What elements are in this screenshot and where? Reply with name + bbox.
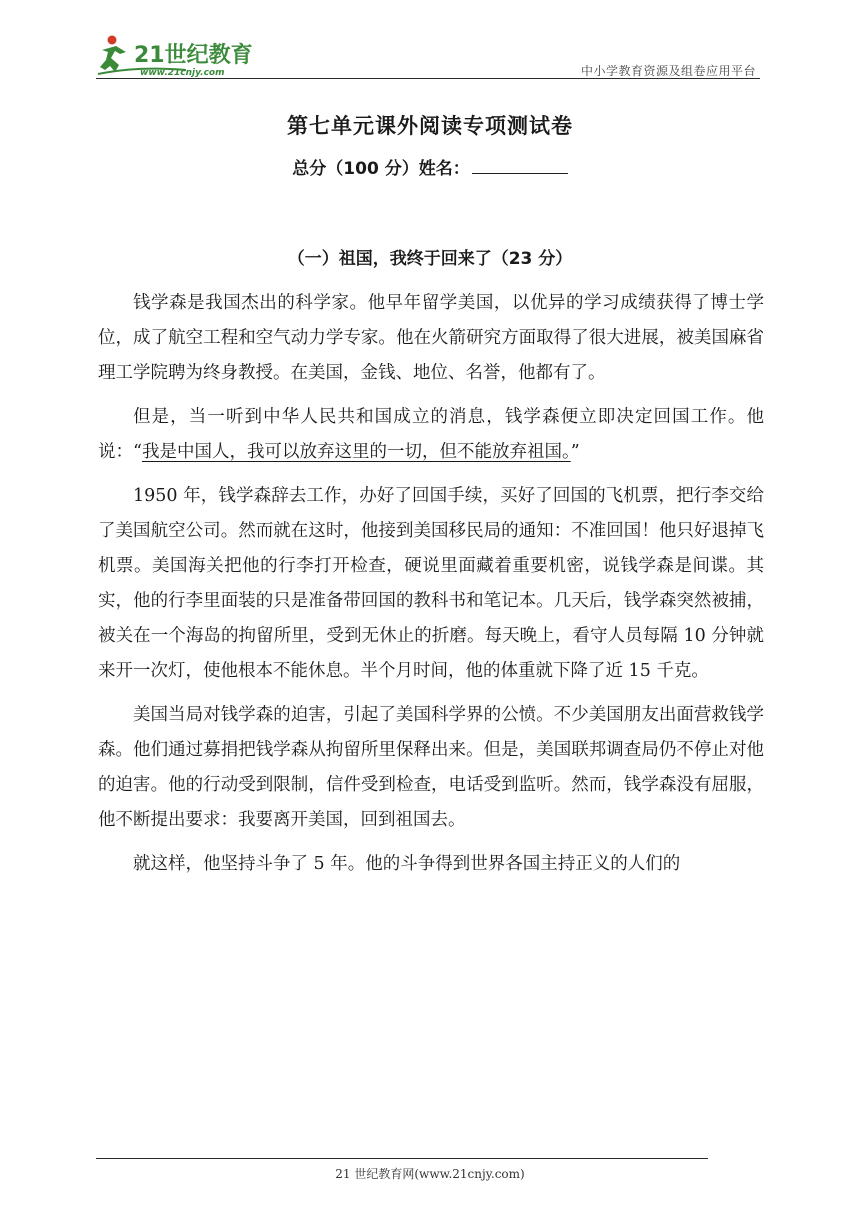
section-title: （一）祖国，我终于回来了（23 分） xyxy=(287,249,573,269)
name-blank-line[interactable] xyxy=(472,157,568,174)
underlined-quote: 我是中国人，我可以放弃这里的一切，但不能放弃祖国。 xyxy=(141,442,571,462)
page-title: 第七单元课外阅读专项测试卷 xyxy=(287,114,573,138)
header-divider xyxy=(96,78,760,79)
paragraph-2-after: ” xyxy=(570,442,580,462)
paragraph-2 xyxy=(98,400,764,470)
paragraph-5: 就这样，他坚持斗争了 5 年。他的斗争得到世界各国主持正义的人们的 xyxy=(133,854,681,874)
logo-url: www.21cnjy.com xyxy=(140,68,225,78)
running-figure-logo-icon xyxy=(96,32,271,78)
score-text: 总分（100 分）姓名： xyxy=(292,159,470,179)
paragraph-1: 钱学森是我国杰出的科学家。他早年留学美国，以优异的学习成绩获得了博士学位，成了航空工程和空气动力学专家。他在火箭研究方面取得了很大进展，被美国麻省理工学院聘为终身教授。在美国，金钱、地位、名誉，他都有了。 xyxy=(98,293,764,383)
article-body xyxy=(98,286,764,882)
paragraph-2-before: 但是，当一听到中华人民共和国成立的消息，钱学森便立即决定回国工作。他说：“ xyxy=(98,407,764,462)
paragraph-4: 美国当局对钱学森的迫害，引起了美国科学界的公愤。不少美国朋友出面营救钱学森。他们通过募捐把钱学森从拘留所里保释出来。但是，美国联邦调查局仍不停止对他的迫害。他的行动受到限制，信件受到检查，电话受到监听。然而，钱学森没有屈服，他不断提出要求：我要离开美国，回到祖国去。 xyxy=(98,705,764,830)
logo-text: 21世纪教育 xyxy=(134,43,253,68)
page-footer: 21 世纪教育网(www.21cnjy.com) xyxy=(335,1167,525,1181)
score-line xyxy=(0,154,860,179)
paragraph-3: 1950 年，钱学森辞去工作，办好了回国手续，买好了回国的飞机票，把行李交给了美国航空公司。然而就在这时，他接到美国移民局的通知：不准回国！他只好退掉飞机票。美国海关把他的行李打开检查，硬说里面藏着重要机密，说钱学森是间谍。其实，他的行李里面装的只是准备带回国的教科书和笔记本。几天后，钱学森突然被捕，被关在一个海岛的拘留所里，受到无休止的折磨。每天晚上，看守人员每隔 10 分钟就来开一次灯，使他根本不能休息。半个月时间，他的体重就下降了近 15 千克。 xyxy=(98,486,764,681)
footer-divider xyxy=(96,1158,708,1159)
header-platform-text: 中小学教育资源及组卷应用平台 xyxy=(580,64,756,78)
logo xyxy=(96,32,271,78)
page-header xyxy=(96,28,760,80)
